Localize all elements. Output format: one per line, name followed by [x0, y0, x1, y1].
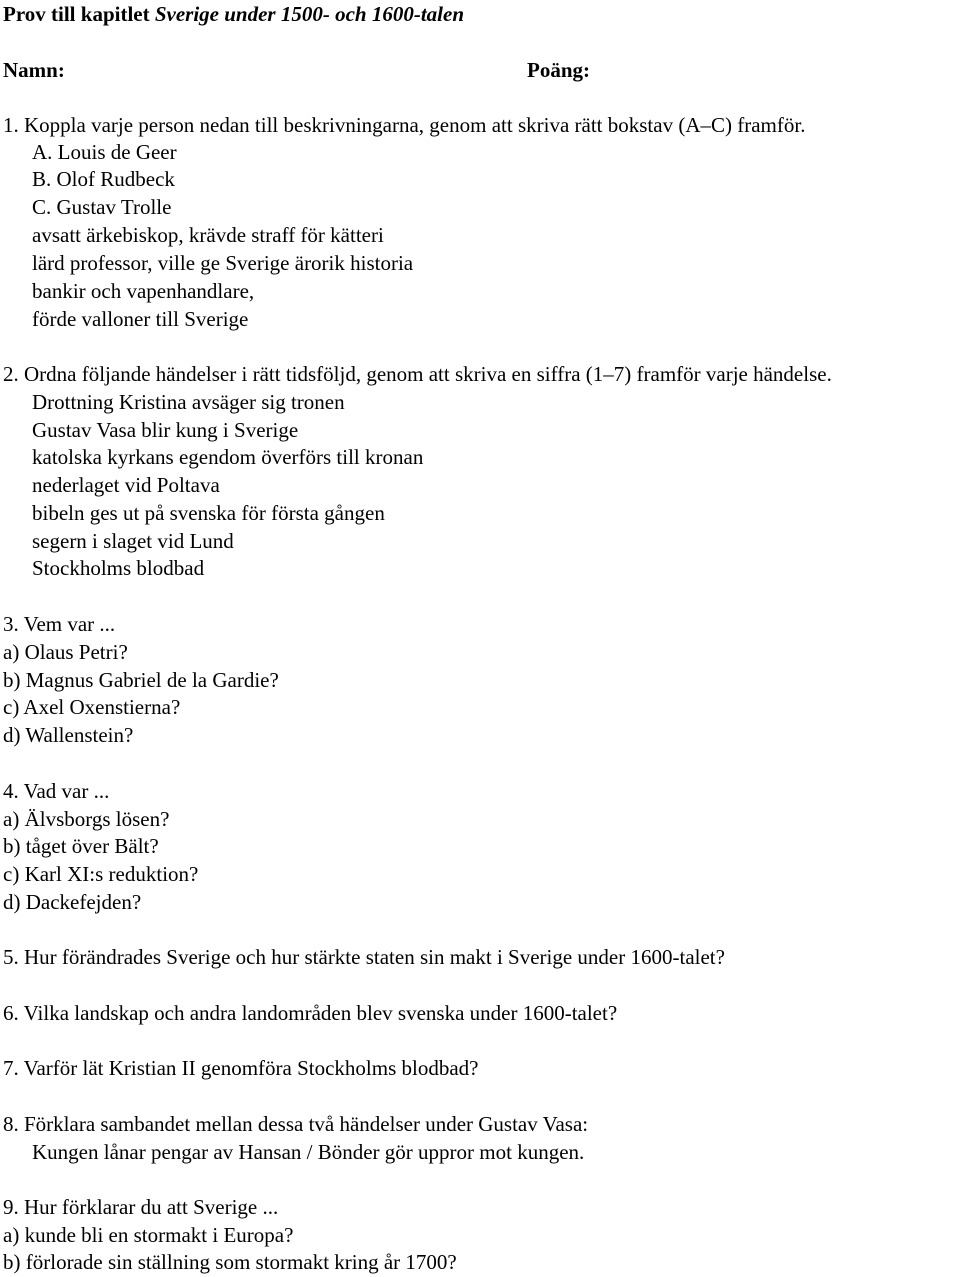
question-1-prompt: 1. Koppla varje person nedan till beskrivningarna, genom att skriva rätt bokstav (A–C) framför.: [3, 113, 806, 137]
question-7-prompt: 7. Varför lät Kristian II genomföra Stockholms blodbad?: [3, 1056, 479, 1080]
question-9-prompt: 9. Hur förklarar du att Sverige ...: [3, 1195, 279, 1219]
q4-item: d) Dackefejden?: [3, 890, 142, 914]
question-3-prompt: 3. Vem var ...: [3, 612, 116, 636]
q1-person-c: C. Gustav Trolle: [32, 195, 172, 219]
q8-detail: Kungen lånar pengar av Hansan / Bönder gör uppror mot kungen.: [32, 1140, 585, 1164]
q1-person-b: B. Olof Rudbeck: [32, 167, 175, 191]
q3-item: a) Olaus Petri?: [3, 640, 128, 664]
name-label: Namn:: [3, 58, 65, 82]
q4-item: c) Karl XI:s reduktion?: [3, 862, 199, 886]
q3-item: b) Magnus Gabriel de la Gardie?: [3, 668, 279, 692]
q3-item: c) Axel Oxenstierna?: [3, 695, 181, 719]
question-2-prompt: 2. Ordna följande händelser i rätt tidsföljd, genom att skriva en siffra (1–7) framför varje händelse.: [3, 362, 832, 386]
q2-event: bibeln ges ut på svenska för första gången: [32, 501, 385, 525]
q3-item: d) Wallenstein?: [3, 723, 134, 747]
question-5-prompt: 5. Hur förändrades Sverige och hur stärkte staten sin makt i Sverige under 1600-talet?: [3, 945, 725, 969]
q9-item: a) kunde bli en stormakt i Europa?: [3, 1223, 294, 1247]
question-6-prompt: 6. Vilka landskap och andra landområden blev svenska under 1600-talet?: [3, 1001, 618, 1025]
q2-event: Gustav Vasa blir kung i Sverige: [32, 418, 299, 442]
title-italic: Sverige under 1500- och 1600-talen: [154, 2, 465, 26]
q1-description: bankir och vapenhandlare,: [32, 279, 255, 303]
q1-description: lärd professor, ville ge Sverige ärorik historia: [32, 251, 414, 275]
q2-event: katolska kyrkans egendom överförs till kronan: [32, 445, 424, 469]
question-4-prompt: 4. Vad var ...: [3, 779, 110, 803]
q4-item: b) tåget över Bält?: [3, 834, 159, 858]
title-prefix: Prov till kapitlet: [3, 2, 155, 26]
q9-item: b) förlorade sin ställning som stormakt kring år 1700?: [3, 1250, 457, 1274]
q2-event: Stockholms blodbad: [32, 556, 205, 580]
q1-description: förde valloner till Sverige: [32, 307, 249, 331]
page-title: [3, 1, 464, 28]
q2-event: Drottning Kristina avsäger sig tronen: [32, 390, 345, 414]
q1-person-a: A. Louis de Geer: [32, 140, 177, 164]
question-8-prompt: 8. Förklara sambandet mellan dessa två händelser under Gustav Vasa:: [3, 1112, 589, 1136]
q4-item: a) Älvsborgs lösen?: [3, 807, 170, 831]
q1-description: avsatt ärkebiskop, krävde straff för kätteri: [32, 223, 384, 247]
q2-event: segern i slaget vid Lund: [32, 529, 234, 553]
points-label: Poäng:: [527, 58, 590, 82]
q2-event: nederlaget vid Poltava: [32, 473, 220, 497]
